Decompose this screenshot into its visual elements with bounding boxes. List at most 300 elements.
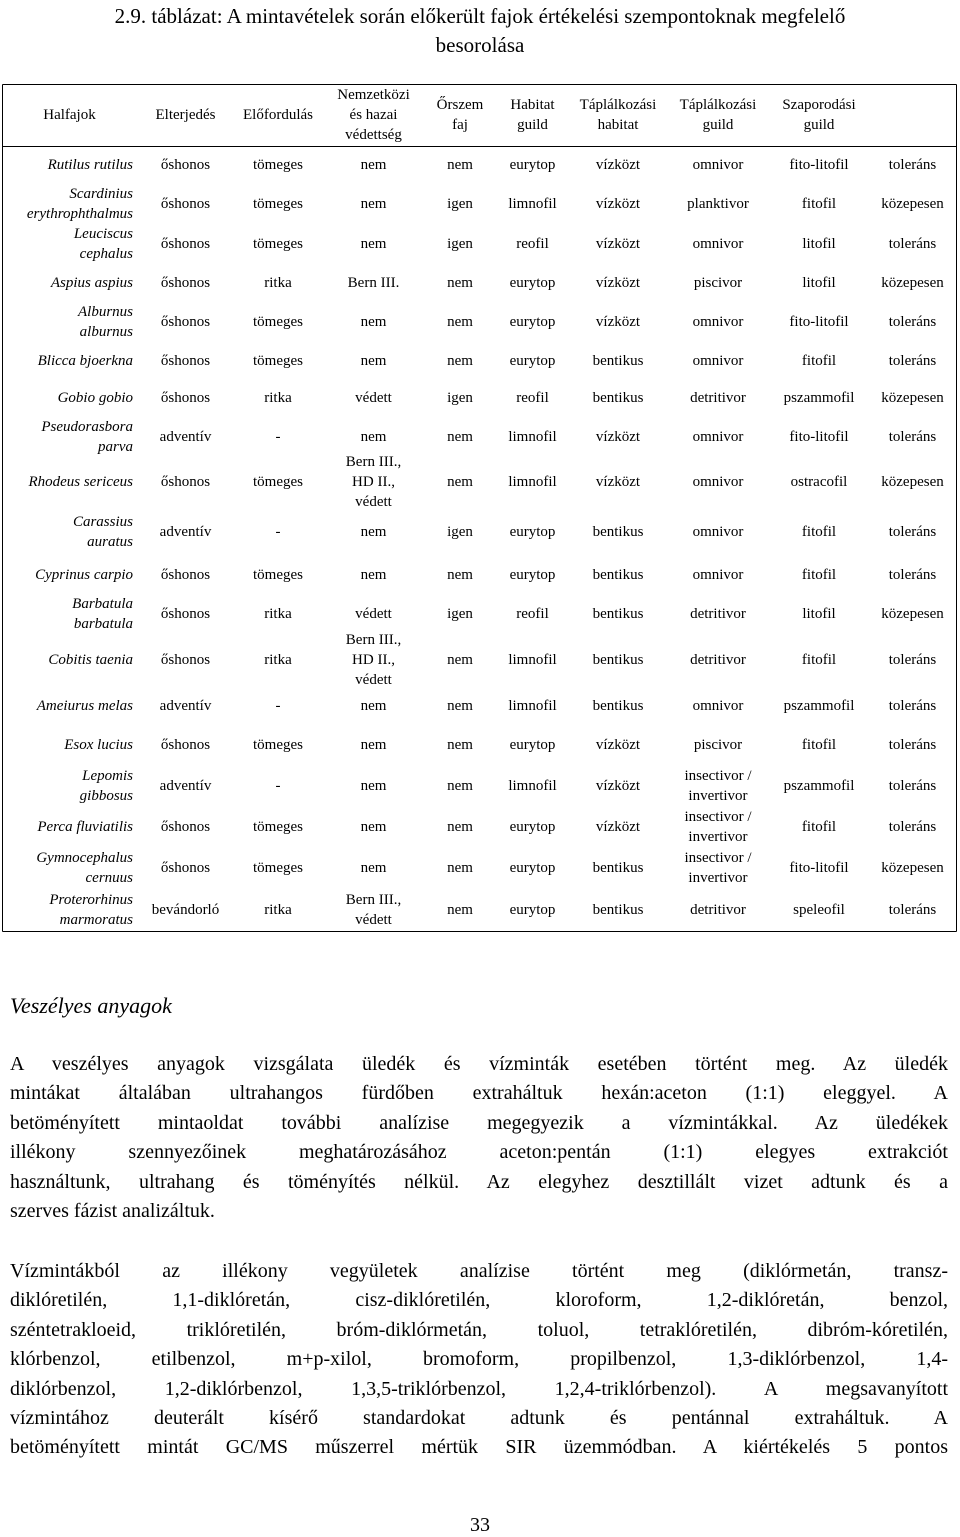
fish-name-cell-text <box>73 512 133 552</box>
table-cell <box>868 417 957 456</box>
table-cell <box>425 847 495 888</box>
table-cell-text <box>253 234 303 254</box>
paragraph-line: Vízmintákból az illékony vegyületek analízise történt meg (diklórmetán, transz- <box>10 1260 948 1282</box>
table-cell-text <box>593 351 644 371</box>
table-cell <box>770 725 868 764</box>
header-cell-text <box>580 95 657 135</box>
table-cell <box>666 264 770 302</box>
table-cell-line: őshonos <box>160 390 211 406</box>
table-cell-text <box>160 522 212 542</box>
table-cell-text <box>447 650 473 670</box>
table-cell-text <box>447 776 473 796</box>
table-cell-text <box>161 472 210 492</box>
table-cell <box>425 888 495 932</box>
table-cell-line: eurytop <box>509 859 556 876</box>
fish-name-cell <box>2 224 137 264</box>
table-cell <box>770 417 868 456</box>
table-cell <box>570 686 666 725</box>
paragraph-line: széntetrakloeid, triklóretilén, bróm-diklórmetán, toluol, tetraklóretilén, dibróm-kóretilén, <box>10 1318 948 1341</box>
table-cell <box>425 456 495 508</box>
table-cell-text <box>276 427 281 447</box>
table-cell-line: eurytop <box>509 352 556 369</box>
table-cell <box>322 379 425 417</box>
fish-name-cell-text <box>38 351 133 371</box>
fish-name-cell-line: Barbatula <box>72 596 133 612</box>
table-cell-line: őshonos <box>160 474 211 490</box>
table-cell-text <box>447 900 473 920</box>
table-cell-text <box>802 604 835 624</box>
paragraph-line: A veszélyes anyagok vizsgálata üledék és vízminták esetében történt meg. Az üledék <box>10 1053 948 1075</box>
fish-name-cell-text <box>27 184 133 224</box>
table-cell-line: vízközt <box>595 196 641 212</box>
table-cell <box>570 508 666 555</box>
table-cell-line: igen <box>447 196 473 212</box>
table-cell-text <box>693 472 744 492</box>
table-cell-text <box>510 312 556 332</box>
table-cell <box>425 342 495 379</box>
header-cell-text <box>337 85 409 145</box>
table-cell-text <box>253 817 303 837</box>
table-cell-text <box>881 604 943 624</box>
table-cell-line: őshonos <box>160 859 211 876</box>
table-cell <box>495 686 570 725</box>
table-cell <box>666 184 770 224</box>
table-cell-line: reofil <box>516 606 549 622</box>
fish-name-cell-line: Gymnocephalus <box>36 849 133 866</box>
table-cell-text <box>447 234 473 254</box>
table-cell-line: omnivor <box>692 236 744 252</box>
fish-name-cell <box>2 302 137 342</box>
table-cell-line: nem <box>447 352 473 369</box>
page-number: 33 <box>470 1514 490 1536</box>
table-cell-line: nem <box>447 428 473 445</box>
table-cell-line: nem <box>360 157 387 173</box>
table-cell-text <box>152 900 219 920</box>
table-cell <box>666 417 770 456</box>
table-cell-line: bentikus <box>592 566 644 583</box>
table-cell-line: tömeges <box>253 736 303 753</box>
table-cell-line: omnivor <box>692 428 744 445</box>
fish-name-cell-line: Blicca bjoerkna <box>37 352 133 369</box>
table-cell-text <box>593 522 644 542</box>
table-cell-line: fito-litofil <box>789 859 849 876</box>
table-cell <box>666 302 770 342</box>
paragraph-line: betöményített mintaoldat további analízise megegyezik a vízmintákkal. Az üledékek <box>10 1111 948 1134</box>
table-cell-line: toleráns <box>888 428 937 445</box>
table-cell-text <box>447 472 473 492</box>
header-cell-line: Őrszem <box>436 97 484 113</box>
table-cell-line: fitofil <box>801 652 837 668</box>
fish-name-cell-line: auratus <box>87 533 133 550</box>
fish-name-cell-line: erythrophthalmus <box>26 206 133 222</box>
table-cell-line: omnivor <box>692 352 744 369</box>
table-cell-text <box>694 273 742 293</box>
table-cell-text <box>361 735 387 755</box>
table-cell <box>234 847 322 888</box>
table-cell <box>770 807 868 847</box>
header-cell-text <box>243 105 313 125</box>
table-cell <box>666 555 770 594</box>
table-cell-line: limnofil <box>508 474 557 490</box>
table-cell <box>425 379 495 417</box>
table-cell <box>570 634 666 686</box>
fish-name-cell <box>2 555 137 594</box>
table-cell-line: nem <box>360 566 387 583</box>
header-cell-text <box>437 95 484 135</box>
fish-name-cell-text <box>37 696 133 716</box>
table-cell <box>495 224 570 264</box>
table-cell-text <box>593 900 644 920</box>
table-cell-line: őshonos <box>160 314 211 330</box>
header-cell-line: guild <box>517 117 548 133</box>
table-cell-line: őshonos <box>160 275 211 291</box>
table-cell-text <box>510 273 556 293</box>
paragraph-line: mintákat általában ultrahangos fürdőben extraháltuk hexán:aceton (1:1) eleggyel. A <box>10 1082 948 1105</box>
table-cell-text <box>355 604 392 624</box>
table-cell-line: bentikus <box>592 606 644 622</box>
table-cell-line: eurytop <box>509 566 556 583</box>
table-cell <box>137 342 234 379</box>
table-cell-text <box>802 351 836 371</box>
fish-name-cell-text <box>48 155 133 175</box>
table-cell-text <box>596 735 640 755</box>
table-cell <box>322 146 425 184</box>
table-cell-text <box>693 427 744 447</box>
table-cell <box>425 508 495 555</box>
table-cell-line: Bern III., <box>345 632 402 648</box>
header-cell <box>234 84 322 146</box>
table-cell-line: bentikus <box>592 652 644 668</box>
table-cell-line: vízközt <box>595 236 641 252</box>
table-cell-line: HD II., <box>352 474 395 490</box>
table-cell-text <box>161 858 210 878</box>
table-cell-text <box>361 522 387 542</box>
fish-name-cell-line: Lepomis <box>82 767 133 784</box>
table-cell-line: tömeges <box>253 157 303 173</box>
table-cell-text <box>253 565 303 585</box>
table-cell <box>137 456 234 508</box>
table-cell-line: nem <box>360 736 387 753</box>
table-cell <box>234 686 322 725</box>
fish-name-cell-line: Cyprinus carpio <box>35 566 133 583</box>
table-cell <box>234 379 322 417</box>
table-cell-line: detritivor <box>690 902 746 918</box>
table-cell <box>495 725 570 764</box>
header-cell-line: és hazai <box>349 107 398 123</box>
table-cell <box>322 555 425 594</box>
table-cell <box>137 224 234 264</box>
table-cell <box>868 555 957 594</box>
table-cell-line: toleráns <box>888 236 937 252</box>
table-cell <box>322 417 425 456</box>
table-cell <box>570 847 666 888</box>
table-cell-text <box>510 900 556 920</box>
table-cell-line: nem <box>447 859 473 876</box>
table-cell <box>137 302 234 342</box>
table-cell-text <box>361 776 387 796</box>
table-cell <box>495 888 570 932</box>
table-cell-line: limnofil <box>508 697 557 714</box>
table-cell-text <box>361 155 387 175</box>
table-cell-line: toleráns <box>888 157 937 173</box>
table-cell-line: fitofil <box>801 196 837 212</box>
table-cell <box>666 888 770 932</box>
fish-name-cell <box>2 807 137 847</box>
table-cell-text <box>802 650 836 670</box>
fish-name-cell <box>2 634 137 686</box>
table-cell-line: közepesen <box>881 474 944 490</box>
paragraph-line: diklóretilén, 1,1-diklóretán, cisz-diklóretilén, kloroform, 1,2-diklóretán, benzol, <box>10 1289 948 1312</box>
table-cell-line: insectivor / <box>684 767 752 784</box>
table-cell-text <box>161 604 210 624</box>
table-cell-text <box>596 155 640 175</box>
table-cell-text <box>264 273 292 293</box>
table-cell-line: adventív <box>159 777 212 794</box>
fish-name-cell-text <box>41 417 133 457</box>
table-cell-line: eurytop <box>509 314 556 330</box>
table-cell-line: tömeges <box>253 314 303 330</box>
header-cell <box>770 84 868 146</box>
header-cell-line: védettség <box>345 127 402 143</box>
table-cell <box>666 764 770 807</box>
table-cell-text <box>160 776 212 796</box>
table-cell <box>570 302 666 342</box>
table-cell-line: vízközt <box>595 275 641 291</box>
table-cell-line: közepesen <box>881 606 944 622</box>
table-cell-line: Bern III., <box>345 454 402 470</box>
table-cell <box>570 725 666 764</box>
table-cell-line: nem <box>360 859 387 876</box>
table-cell-line: nem <box>360 428 387 445</box>
table-cell-text <box>596 273 640 293</box>
fish-name-cell <box>2 888 137 932</box>
table-cell <box>868 764 957 807</box>
header-cell-line: Elterjedés <box>155 107 216 123</box>
header-cell-text <box>782 95 855 135</box>
table-cell-text <box>690 900 746 920</box>
table-cell <box>770 847 868 888</box>
fish-name-cell-text <box>72 594 133 634</box>
table-cell-line: reofil <box>516 390 549 406</box>
fish-name-cell-line: Leuciscus <box>73 226 133 242</box>
table-cell <box>570 264 666 302</box>
fish-name-cell-line: Ameiurus melas <box>36 697 133 714</box>
fish-name-cell-text <box>80 766 133 806</box>
table-cell-line: litofil <box>802 236 836 252</box>
table-cell-line: bentikus <box>592 390 644 406</box>
table-cell-line: vízközt <box>595 157 641 173</box>
table-cell-text <box>889 776 936 796</box>
caption-line-1: 2.9. táblázat: A mintavételek során előkerült fajok értékelési szempontoknak megfelelő <box>114 4 846 28</box>
table-cell-line: eurytop <box>509 819 556 835</box>
table-cell-line: vízközt <box>595 474 641 490</box>
table-cell-text <box>253 155 303 175</box>
table-cell <box>495 634 570 686</box>
table-cell-text <box>361 351 387 371</box>
table-cell <box>425 184 495 224</box>
table-cell-line: - <box>275 428 281 445</box>
table-cell <box>425 146 495 184</box>
table-cell-line: nem <box>447 736 473 753</box>
fish-name-cell-text <box>49 890 133 930</box>
fish-name-cell-line: Pseudorasbora <box>41 418 133 435</box>
table-cell <box>868 184 957 224</box>
fish-name-cell <box>2 456 137 508</box>
table-cell-text <box>684 766 751 806</box>
table-cell-text <box>593 650 644 670</box>
table-cell-line: ritka <box>264 652 292 668</box>
table-cell-line: őshonos <box>160 819 211 835</box>
table-cell-line: fito-litofil <box>789 428 849 445</box>
table-cell-text <box>447 427 473 447</box>
fish-name-cell <box>2 725 137 764</box>
table-cell <box>495 807 570 847</box>
table-cell-text <box>508 650 556 670</box>
table-cell-text <box>693 565 744 585</box>
table-cell-line: limnofil <box>508 196 557 212</box>
table-cell-text <box>881 858 943 878</box>
table-cell <box>495 508 570 555</box>
table-cell-text <box>802 735 836 755</box>
table-cell-line: nem <box>360 314 387 330</box>
fish-name-cell-line: Perca fluviatilis <box>37 819 133 835</box>
table-cell-line: nem <box>360 819 387 835</box>
table-cell <box>770 594 868 634</box>
table-cell <box>234 342 322 379</box>
table-cell <box>570 456 666 508</box>
table-cell-line: piscivor <box>693 736 743 753</box>
header-cell-line: Halfajok <box>43 107 96 123</box>
table-cell-text <box>684 848 751 888</box>
table-cell-line: nem <box>360 196 387 212</box>
table-cell-text <box>889 522 936 542</box>
table-cell-text <box>508 427 556 447</box>
table-cell <box>234 417 322 456</box>
table-cell <box>868 847 957 888</box>
fish-name-cell <box>2 764 137 807</box>
table-cell-text <box>361 858 387 878</box>
table-cell-line: adventív <box>159 697 212 714</box>
table-cell-text <box>596 312 640 332</box>
table-cell <box>666 146 770 184</box>
table-cell <box>666 847 770 888</box>
table-cell-line: detritivor <box>690 390 746 406</box>
table-cell-line: omnivor <box>692 314 744 330</box>
table-cell-text <box>889 312 936 332</box>
table-cell <box>868 634 957 686</box>
table-cell-text <box>447 817 473 837</box>
table-cell <box>666 686 770 725</box>
table-cell-line: őshonos <box>160 352 211 369</box>
table-cell <box>570 764 666 807</box>
fish-name-cell-line: Rutilus rutilus <box>47 157 133 173</box>
table-cell-text <box>889 351 936 371</box>
table-cell-text <box>447 522 473 542</box>
fish-name-cell-text <box>36 848 133 888</box>
table-cell-text <box>161 351 210 371</box>
paragraph-line: szerves fázist analizáltuk. <box>10 1200 215 1223</box>
table-cell-line: közepesen <box>881 275 944 291</box>
table-cell-text <box>687 194 749 214</box>
table-cell <box>495 555 570 594</box>
table-cell-text <box>510 522 556 542</box>
table-cell-text <box>789 427 848 447</box>
fish-name-cell-line: Esox lucius <box>64 736 133 753</box>
table-cell-text <box>160 696 212 716</box>
table-cell-text <box>516 604 548 624</box>
table-cell-line: tömeges <box>253 566 303 583</box>
table-cell <box>770 456 868 508</box>
paragraph-line: használtunk, ultrahang és töményítés nélkül. Az elegyhez desztillált vizet adtunk és a <box>10 1170 948 1193</box>
table-cell-line: HD II., <box>352 652 395 668</box>
table-cell <box>234 146 322 184</box>
table-cell-text <box>447 858 473 878</box>
table-cell-line: fitofil <box>801 819 837 835</box>
table-cell-line: litofil <box>802 606 836 622</box>
table-cell-text <box>881 472 943 492</box>
table-cell <box>234 725 322 764</box>
table-cell <box>322 634 425 686</box>
table-cell <box>868 686 957 725</box>
table-cell <box>868 888 957 932</box>
fish-name-cell-text <box>78 302 133 342</box>
table-cell-text <box>593 858 644 878</box>
fish-name-cell <box>2 417 137 456</box>
table-cell-text <box>447 696 473 716</box>
table-cell <box>322 686 425 725</box>
table-cell-line: őshonos <box>160 157 211 173</box>
table-cell-text <box>784 776 855 796</box>
fish-name-cell-line: Carassius <box>72 513 133 530</box>
table-cell-text <box>889 155 936 175</box>
table-cell-line: fitofil <box>801 736 837 753</box>
table-cell <box>234 888 322 932</box>
table-cell <box>137 807 234 847</box>
table-cell <box>666 224 770 264</box>
table-cell <box>234 594 322 634</box>
table-cell-text <box>802 273 835 293</box>
header-cell-line: guild <box>702 117 734 133</box>
table-cell <box>137 379 234 417</box>
table-cell-line: nem <box>447 314 473 330</box>
table-cell <box>495 146 570 184</box>
table-cell <box>322 764 425 807</box>
table-cell-line: toleráns <box>888 697 937 714</box>
table-cell <box>137 508 234 555</box>
table-cell-text <box>508 194 556 214</box>
table-cell-text <box>253 858 303 878</box>
table-cell <box>322 342 425 379</box>
header-cell-text <box>43 105 95 125</box>
table-cell-line: insectivor / <box>684 849 752 866</box>
table-cell <box>666 807 770 847</box>
table-cell-text <box>508 776 556 796</box>
fish-name-cell <box>2 847 137 888</box>
fish-name-cell <box>2 686 137 725</box>
table-cell-text <box>161 312 210 332</box>
table-cell-line: eurytop <box>509 902 556 918</box>
table-cell <box>666 342 770 379</box>
table-cell-line: speleofil <box>793 902 845 918</box>
table-cell-text <box>690 388 746 408</box>
table-cell-text <box>346 630 401 690</box>
table-cell-text <box>253 312 303 332</box>
table-cell-line: planktivor <box>687 196 749 212</box>
table-cell-line: vízközt <box>595 819 641 835</box>
table-cell <box>137 594 234 634</box>
table-cell-text <box>447 194 473 214</box>
table-cell-line: ritka <box>264 275 292 291</box>
